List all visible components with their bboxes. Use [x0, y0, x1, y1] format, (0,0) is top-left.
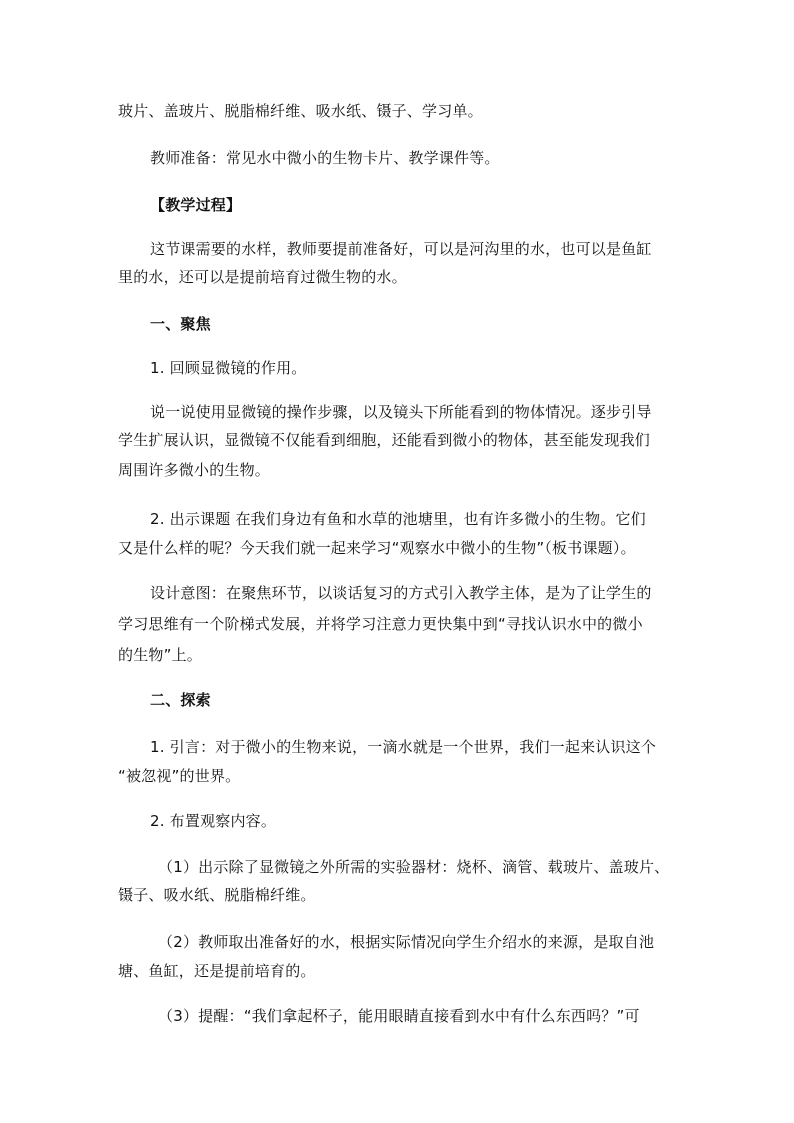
text-line: （2）教师取出准备好的水，根据实际情况向学生介绍水的来源，是取自池	[158, 933, 655, 951]
section-heading: 二、探索	[150, 691, 211, 709]
text-line: 塘、鱼缸，还是提前培育的。	[118, 962, 316, 980]
text-line: 1. 引言：对于微小的生物来说，一滴水就是一个世界，我们一起来认识这个	[150, 738, 657, 756]
text-line: 学生扩展认识，显微镜不仅能看到细胞，还能看到微小的物体，甚至能发现我们	[118, 431, 651, 449]
text-line: 玻片、盖玻片、脱脂棉纤维、吸水纸、镊子、学习单。	[118, 102, 483, 120]
text-line: （1）出示除了显微镜之外所需的实验器材：烧杯、滴管、载玻片、盖玻片、	[158, 858, 670, 876]
text-line: 2. 出示课题 在我们身边有鱼和水草的池塘里，也有许多微小的生物。它们	[150, 510, 646, 528]
text-line: 说一说使用显微镜的操作步骤，以及镜头下所能看到的物体情况。逐步引导	[150, 403, 652, 421]
text-line: 周围许多微小的生物。	[118, 461, 271, 479]
section-heading: 一、聚焦	[150, 315, 211, 333]
text-line: 的生物”上。	[118, 646, 202, 664]
text-line: 这节课需要的水样，教师要提前准备好，可以是河沟里的水，也可以是鱼缸	[150, 240, 652, 258]
text-line: 教师准备：常见水中微小的生物卡片、教学课件等。	[150, 149, 500, 167]
section-heading: 【教学过程】	[150, 196, 242, 214]
text-line: 镊子、吸水纸、脱脂棉纤维。	[118, 886, 316, 904]
text-line: 学习思维有一个阶梯式发展，并将学习注意力更快集中到“寻找认识水中的微小	[118, 615, 643, 633]
text-line: 设计意图：在聚焦环节，以谈话复习的方式引入教学主体，是为了让学生的	[150, 584, 652, 602]
text-line: 2. 布置观察内容。	[150, 812, 277, 830]
text-line: “被忽视”的世界。	[118, 767, 241, 785]
text-line: 又是什么样的呢？今天我们就一起来学习“观察水中微小的生物”（板书课题）。	[118, 539, 636, 557]
text-line: 里的水，还可以是提前培育过微生物的水。	[118, 268, 407, 286]
text-line: （3）提醒：“我们拿起杯子，能用眼睛直接看到水中有什么东西吗？”可	[158, 1007, 640, 1025]
text-line: 1. 回顾显微镜的作用。	[150, 359, 307, 377]
